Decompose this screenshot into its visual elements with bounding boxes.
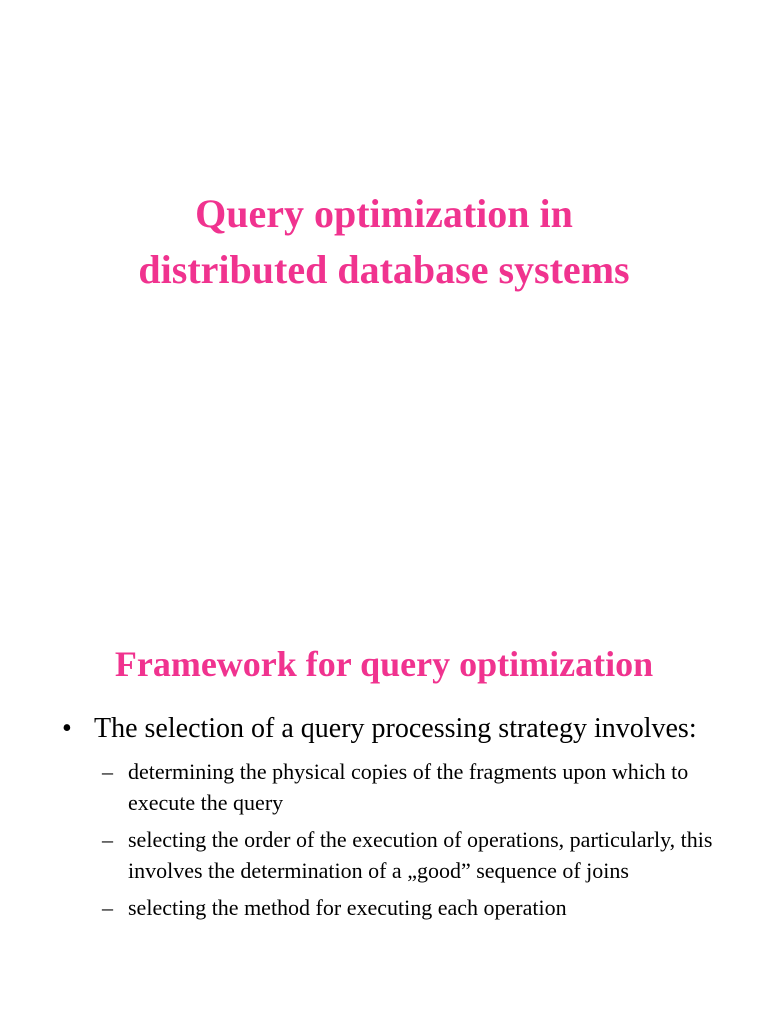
slide-title xyxy=(0,186,768,298)
sub-bullet-text: determining the physical copies of the fragments upon which to execute the query xyxy=(128,759,689,815)
bullet-marker: • xyxy=(62,713,72,744)
slide-framework xyxy=(0,512,768,1024)
slide-heading: Framework for query optimization xyxy=(114,644,654,684)
dash-marker: – xyxy=(102,827,113,852)
sub-bullet-text: selecting the method for executing each operation xyxy=(128,895,567,920)
bullet-list xyxy=(0,712,768,929)
sub-bullet-item xyxy=(0,824,768,886)
slide-title-line-2: distributed database systems xyxy=(138,247,630,292)
sub-bullet-text: selecting the order of the execution of operations, particularly, this involves the determination of a „good” sequence of joins xyxy=(128,827,713,883)
sub-bullet-list xyxy=(0,756,768,923)
bullet-item xyxy=(0,712,768,746)
bullet-text: The selection of a query processing strategy involves: xyxy=(94,713,697,744)
sub-bullet-item xyxy=(0,756,768,818)
dash-marker: – xyxy=(102,759,113,784)
sub-bullet-item xyxy=(0,892,768,923)
slide-title-line-1: Query optimization in xyxy=(195,191,573,236)
dash-marker: – xyxy=(102,895,113,920)
